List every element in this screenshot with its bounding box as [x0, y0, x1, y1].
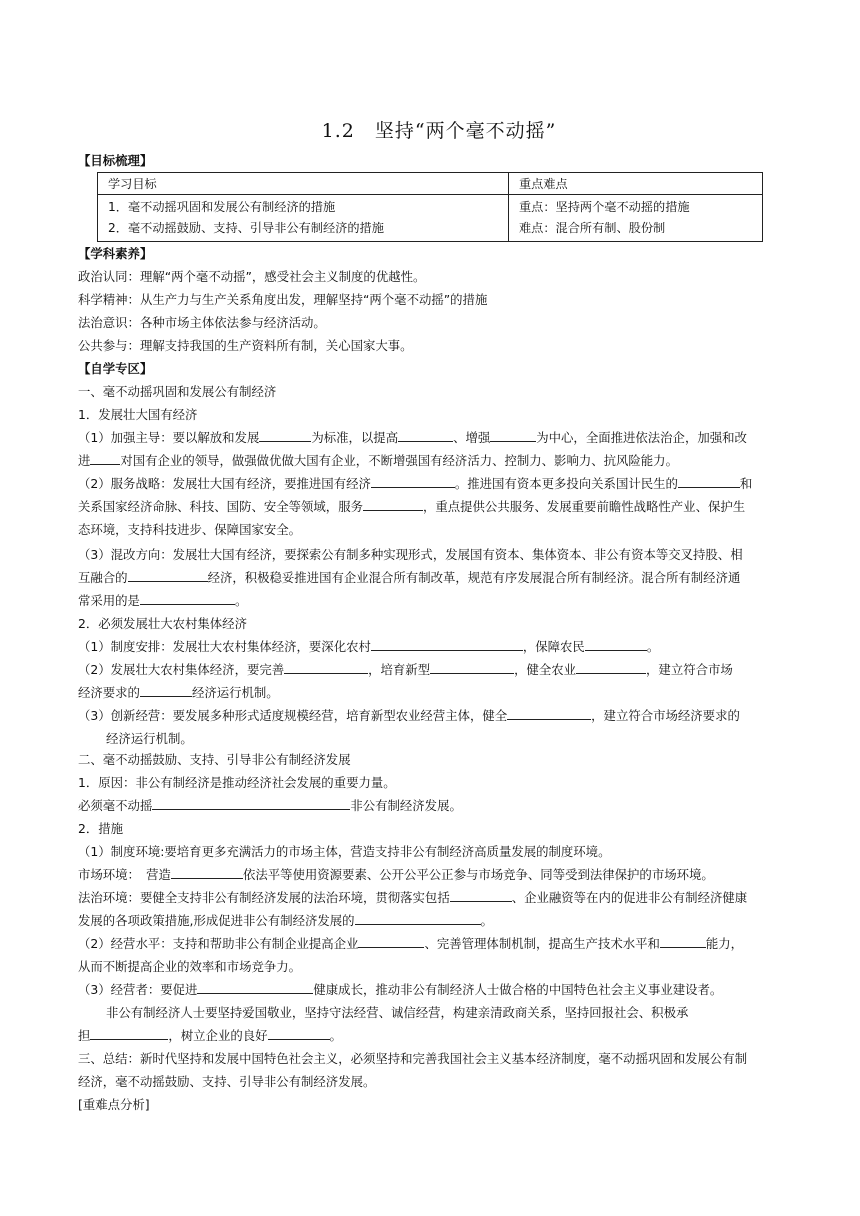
text-fragment: 。: [234, 593, 248, 608]
text-fragment: 必须毫不动摇: [78, 798, 153, 813]
part1-sub2: 2．必须发展壮大农村集体经济: [78, 616, 247, 631]
part2-m4-line2: 从而不断提高企业的效率和市场竞争力。: [78, 959, 302, 974]
goal-item: 1．毫不动摇巩固和发展公有制经济的措施: [108, 200, 336, 214]
analysis-header: [重难点分析]: [78, 1097, 150, 1112]
text-fragment: （2）发展壮大农村集体经济，要完善: [78, 662, 285, 677]
blank: [90, 452, 120, 465]
blank: [507, 707, 591, 720]
literacy-header: 【学科素养】: [78, 246, 153, 261]
part2-m5: [78, 981, 784, 998]
part2-m3-line2: [78, 912, 784, 929]
text-fragment: 互融合的: [78, 570, 128, 585]
goals-table: [97, 172, 763, 242]
part1-heading: 一、毫不动摇巩固和发展公有制经济: [78, 384, 277, 399]
key-point: 重点：坚持两个毫不动摇的措施: [519, 200, 690, 214]
text-fragment: 、增强: [453, 430, 491, 445]
blank: [259, 429, 311, 442]
text-fragment: 能力，: [705, 936, 744, 951]
text-fragment: ，建立符合市场: [646, 662, 733, 677]
text-fragment: （3）经营者：要促进: [78, 982, 198, 997]
part2-m6-line1: 非公有制经济人士要坚持爱国敬业，坚持守法经营、诚信经营，构建亲清政商关系，坚持回报社会、积极承: [106, 1005, 689, 1020]
blank: [140, 592, 235, 605]
text-fragment: 对国有企业的领导，做强做优做大国有企业，不断增强国有经济活力、控制力、影响力、抗风险能力。: [120, 453, 678, 468]
text-fragment: 关系国家经济命脉、科技、国防、安全等领域，服务: [78, 499, 363, 514]
text-fragment: 为标准，以提高: [311, 430, 399, 445]
part1-p2-line1: [78, 475, 784, 492]
text-fragment: ，保障农民: [522, 639, 585, 654]
text-fragment: 经济运行机制。: [191, 685, 279, 700]
text-fragment: 和: [739, 476, 753, 491]
text-fragment: 、企业融资等在内的促进非公有制经济健康: [511, 890, 748, 905]
text-fragment: （1）加强主导：要以解放和发展: [78, 430, 260, 445]
literacy-item: 科学精神：从生产力与生产关系角度出发，理解坚持“两个毫不动摇”的措施: [78, 292, 488, 307]
literacy-item: 公共参与：理解支持我国的生产资料所有制，关心国家大事。: [78, 338, 413, 353]
text-fragment: 。: [646, 639, 660, 654]
part1-p2-line3: 态环境，支持科技进步、保障国家安全。: [78, 522, 302, 537]
self-study-header: 【自学专区】: [78, 361, 153, 376]
text-fragment: （3）创新经营：要发展多种形式适度规模经营，培育新型农业经营主体，健全: [78, 708, 508, 723]
part2-m4-line1: [78, 935, 784, 952]
page-title: 1.2 坚持“两个毫不动摇”: [321, 120, 557, 142]
blank: [90, 1027, 168, 1040]
part2-m6-line2: [78, 1027, 784, 1044]
blank: [585, 638, 647, 651]
literacy-item: 法治意识：各种市场主体依法参与经济活动。: [78, 315, 326, 330]
blank: [152, 797, 350, 810]
part2-must: [78, 797, 784, 814]
text-fragment: 依法平等使用资源要素、公开公平公正参与市场竞争、同等受到法律保护的市场环境。: [242, 867, 714, 882]
blank: [171, 866, 243, 879]
blank: [678, 475, 740, 488]
text-fragment: 经济，积极稳妥推进国有企业混合所有制改革，规范有序发展混合所有制经济。混合所有制经济通: [207, 570, 741, 585]
text-fragment: ，树立企业的良好: [168, 1028, 268, 1043]
blank: [197, 981, 313, 994]
text-fragment: 发展的各项政策措施,形成促进非公有制经济发展的: [78, 913, 355, 928]
part1-p3-line1: （3）混改方向：发展壮大国有经济，要探索公有制多种实现形式，发展国有资本、集体资本、非公有资本等交叉持股、相: [78, 547, 743, 562]
blank: [284, 661, 368, 674]
text-fragment: 健康成长，推动非公有制经济人士做合格的中国特色社会主义事业建设者。: [313, 982, 723, 997]
text-fragment: 为中心，全面推进依法治企，加强和改: [536, 430, 747, 445]
text-fragment: 进: [78, 453, 91, 468]
literacy-item: 政治认同：理解“两个毫不动摇”，感受社会主义制度的优越性。: [78, 269, 426, 284]
text-fragment: （2）服务战略：发展壮大国有经济，要推进国有经济: [78, 476, 371, 491]
part1-p1-line2: [78, 452, 784, 469]
text-fragment: ，健全农业: [514, 662, 577, 677]
part1-q2-line2: [78, 684, 784, 701]
part1-p3-line3: [78, 592, 784, 609]
part2-m3-line1: [78, 889, 784, 906]
text-fragment: ，重点提供公共服务、发展重要前瞻性战略性产业、保护生: [422, 499, 746, 514]
part2-m1: （1）制度环境:要培育更多充满活力的市场主体，营造支持非公有制经济高质量发展的制度环境。: [78, 844, 611, 859]
blank: [398, 429, 453, 442]
goals-col1-header: 学习目标: [98, 173, 509, 195]
blank: [355, 912, 481, 925]
blank: [140, 684, 192, 697]
text-fragment: 法治环境：要健全支持非公有制经济发展的法治环境，贯彻落实包括: [78, 890, 450, 905]
part1-q2-line1: [78, 661, 784, 678]
part2-heading: 二、毫不动摇鼓励、支持、引导非公有制经济发展: [78, 752, 351, 767]
part1-q3-line1: [78, 707, 784, 724]
blank: [430, 661, 514, 674]
part3-summary-line2: 经济，毫不动摇鼓励、支持、引导非公有制经济发展。: [78, 1074, 376, 1089]
blank: [363, 498, 423, 511]
blank: [371, 638, 523, 651]
blank: [660, 935, 706, 948]
text-fragment: （2）经营水平：支持和帮助非公有制企业提高企业: [78, 936, 359, 951]
part2-reason: 1．原因：非公有制经济是推动经济社会发展的重要力量。: [78, 775, 396, 790]
part1-sub1: 1．发展壮大国有经济: [78, 407, 198, 422]
text-fragment: 担: [78, 1028, 91, 1043]
blank: [450, 889, 512, 902]
part1-p3-line2: [78, 569, 784, 586]
blank: [576, 661, 646, 674]
text-fragment: 常采用的是: [78, 593, 140, 608]
part2-sub: 2．措施: [78, 821, 124, 836]
blank: [490, 429, 536, 442]
goals-col2-header: 重点难点: [509, 173, 763, 195]
part3-summary-line1: 三、总结：新时代坚持和发展中国特色社会主义，必须坚持和完善我国社会主义基本经济制度，毫不动摇巩固和发展公有制: [78, 1051, 748, 1066]
text-fragment: 经济要求的: [78, 685, 140, 700]
text-fragment: 市场环境： 营造: [78, 867, 171, 882]
text-fragment: 。推进国有资本更多投向关系国计民生的: [454, 476, 678, 491]
part1-q1: [78, 638, 784, 655]
goals-col2-cell: [509, 195, 763, 242]
blank: [371, 475, 455, 488]
part1-p1-line1: [78, 429, 784, 446]
part1-p2-line2: [78, 498, 784, 515]
part1-q3-line2: 经济运行机制。: [106, 731, 193, 746]
text-fragment: 。: [480, 913, 493, 928]
goal-item: 2．毫不动摇鼓励、支持、引导非公有制经济的措施: [108, 221, 384, 235]
difficult-point: 难点：混合所有制、股份制: [519, 221, 666, 235]
text-fragment: 、完善管理体制机制，提高生产技术水平和: [424, 936, 660, 951]
part2-m2: [78, 866, 784, 883]
text-fragment: 非公有制经济发展。: [350, 798, 462, 813]
blank: [268, 1027, 330, 1040]
goals-header: 【目标梳理】: [78, 153, 153, 168]
text-fragment: （1）制度安排：发展壮大农村集体经济，要深化农村: [78, 639, 371, 654]
blank: [128, 569, 208, 582]
text-fragment: ，培育新型: [368, 662, 431, 677]
text-fragment: ，建立符合市场经济要求的: [591, 708, 740, 723]
text-fragment: 。: [329, 1028, 342, 1043]
blank: [358, 935, 424, 948]
goals-col1-cell: [98, 195, 509, 242]
